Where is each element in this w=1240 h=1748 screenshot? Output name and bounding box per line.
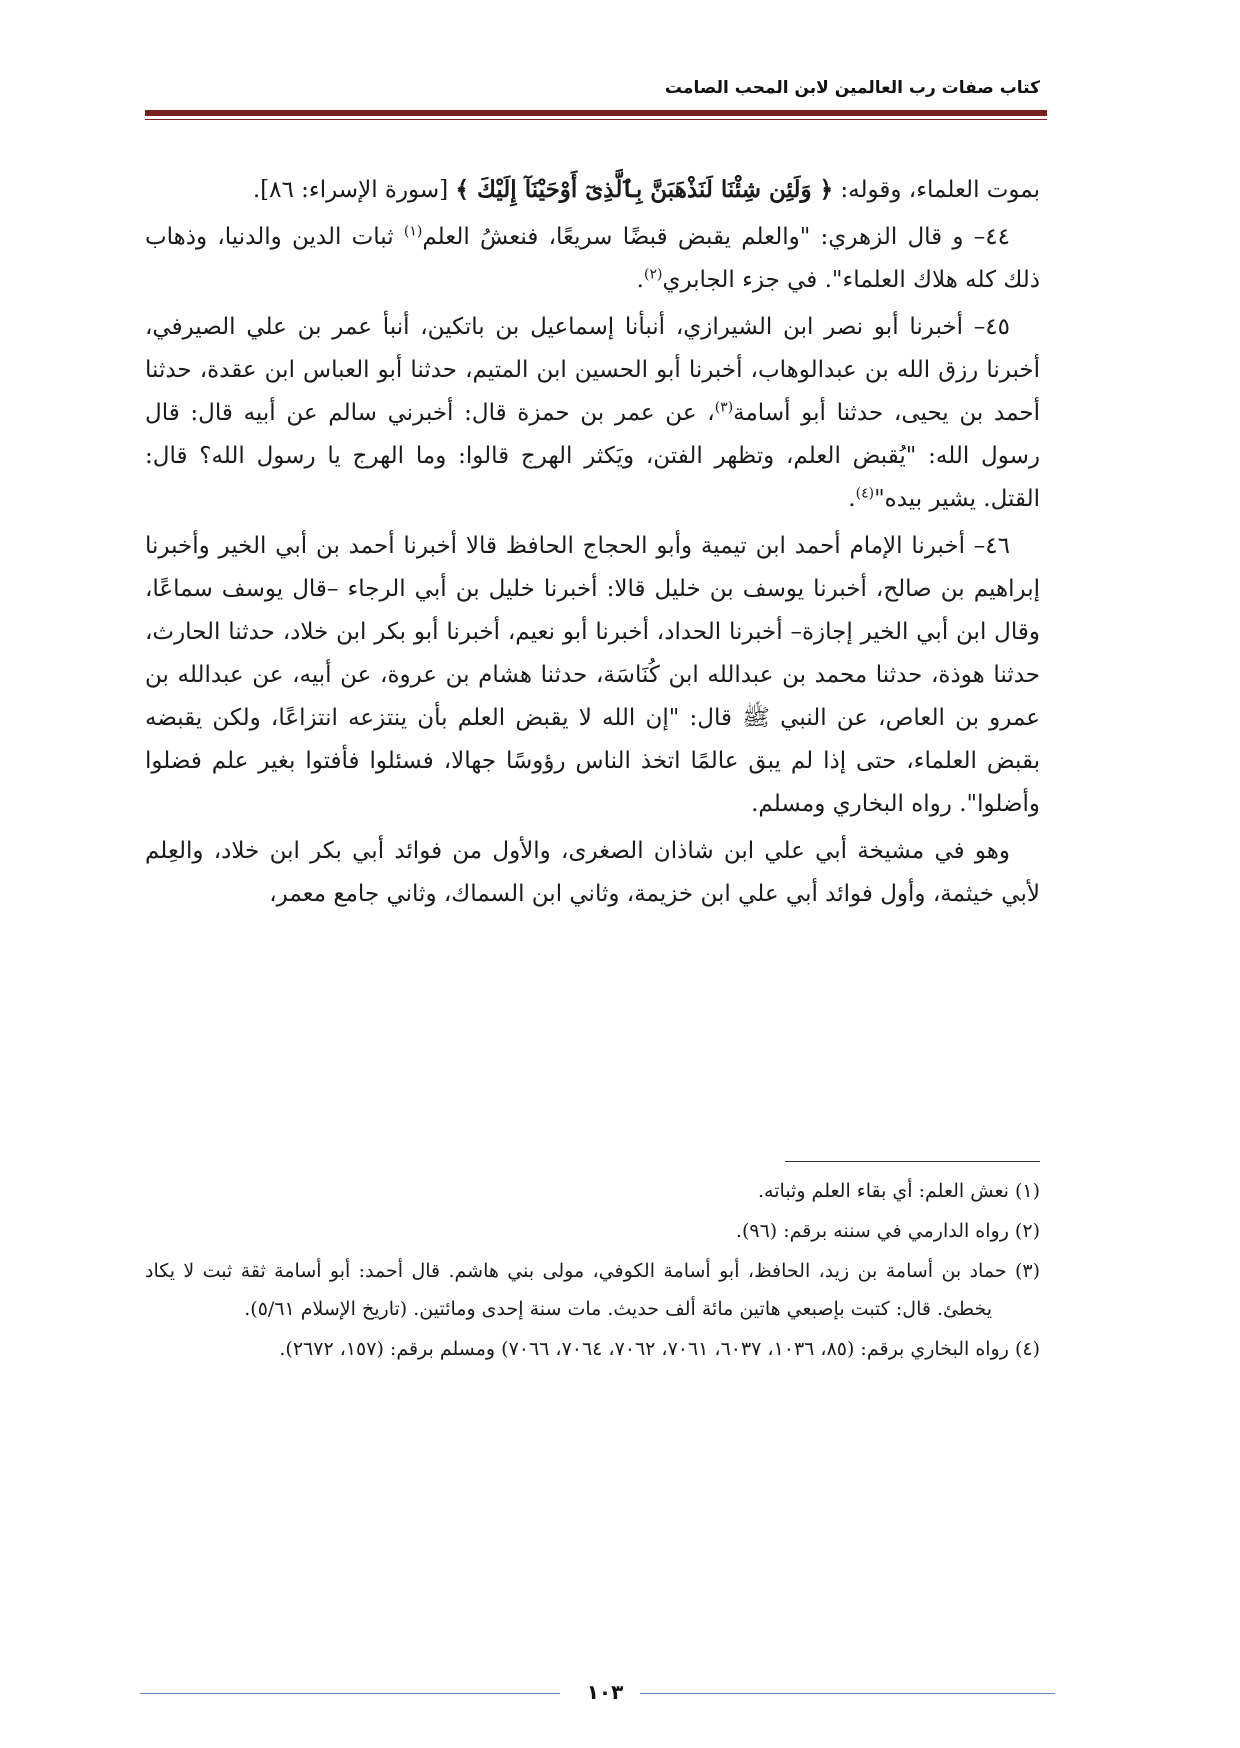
footnote-ref[interactable]: (٣): [714, 399, 734, 416]
text-run: ٤٤– و قال الزهري: "والعلم يقبض قبضًا سريعًا، فنعشُ العلم: [422, 224, 1010, 250]
footnote-1: (١) نعش العلم: أي بقاء العلم وثباته.: [758, 1180, 1040, 1202]
paragraph-sources: وهو في مشيخة أبي علي ابن شاذان الصغرى، والأول من فوائد أبي بكر ابن خلاد، والعِلم لأبي خيثمة، وأول فوائد أبي علي ابن خزيمة، وثاني ابن السماك، وثاني جامع معمر،: [145, 838, 1040, 907]
footnote-ref[interactable]: (١): [403, 223, 423, 240]
text-run: ٤٥– أخبرنا أبو نصر ابن الشيرازي، أنبأنا إسماعيل بن باتكين، أنبأ عمر بن علي الصيرفي، أخبرنا رزق الله بن عبدالوهاب، أخبرنا أبو الحسين ابن المتيم، حدثنا أبو العباس ابن عقدة، حدثنا أحمد بن يحيى، حدثنا أبو أسامة: [145, 314, 1041, 426]
header-divider: [145, 110, 1047, 116]
footnote-separator: [785, 1161, 1040, 1162]
main-text: [145, 168, 1040, 920]
paragraph-45: [145, 306, 1040, 521]
text-run: .: [848, 486, 856, 512]
text-run: بموت العلماء، وقوله:: [833, 177, 1040, 203]
text-run: ، عن عمر بن حمزة قال: أخبرني سالم عن أبيه قال: قال رسول الله: "يُقبض العلم، وتظهر الفتن، ويَكثر الهرج قالوا: وما الهرج يا رسول الله؟ قال: القتل. يشير بيده": [145, 400, 1040, 512]
quran-verse: ﴿ وَلَئِن شِئْنَا لَنَذْهَبَنَّ بِٱلَّذِىٓ أَوْحَيْنَآ إِلَيْكَ ﴾: [455, 176, 834, 203]
footnote-4: (٤) رواه البخاري برقم: (٨٥، ١٠٣٦، ٦٠٣٧، ٧٠٦١، ٧٠٦٢، ٧٠٦٤، ٧٠٦٦) ومسلم برقم: (١٥٧، ٢٦٧٢).: [279, 1338, 1040, 1360]
text-run: .: [636, 267, 644, 293]
footnote-ref[interactable]: (٢): [643, 266, 663, 283]
header-divider-thin: [145, 119, 1047, 120]
footer-divider-left: [140, 1693, 560, 1694]
page-number: ١٠٣: [586, 1680, 624, 1704]
footnotes: [145, 1172, 1040, 1370]
paragraph-44: [145, 216, 1040, 302]
footer-divider-right: [640, 1693, 1055, 1694]
paragraph-continuation: [145, 168, 1040, 212]
footnote-2: (٢) رواه الدارمي في سننه برقم: (٩٦).: [735, 1220, 1040, 1242]
text-run: [سورة الإسراء: ٨٦].: [252, 177, 456, 203]
text-run: ثبات الدين والدنيا، وذهاب ذلك كله هلاك العلماء". في جزء الجابري: [145, 224, 1040, 293]
footnote-3: (٣) حماد بن أسامة بن زيد، الحافظ، أبو أسامة الكوفي، مولى بني هاشم. قال أحمد: أبو أسامة ثقة ثبت لا يكاد يخطئ. قال: كتبت بإصبعي هاتين مائة ألف حديث. مات سنة إحدى ومائتين. (تاريخ الإسلام ٥/٦١).: [145, 1260, 1040, 1320]
paragraph-46: ٤٦– أخبرنا الإمام أحمد ابن تيمية وأبو الحجاج الحافظ قالا أخبرنا أحمد بن أبي الخير وأخبرنا إبراهيم بن صالح، أخبرنا يوسف بن خليل قالا: أخبرنا خليل بن أبي الرجاء –قال يوسف سماعًا، وقال ابن أبي الخير إجازة– أخبرنا الحداد، أخبرنا أبو نعيم، أخبرنا أبو بكر ابن خلاد، حدثنا الحارث، حدثنا هوذة، حدثنا محمد بن عبدالله ابن كُنَاسَة، حدثنا هشام بن عروة، عن أبيه، عن عبدالله بن عمرو بن العاص، عن النبي ﷺ قال: "إن الله لا يقبض العلم بأن ينتزعه انتزاعًا، ولكن يقبضه بقبض العلماء، حتى إذا لم يبق عالمًا اتخذ الناس رؤوسًا جهالا، فسئلوا فأفتوا بغير علم فضلوا وأضلوا". رواه البخاري ومسلم.: [145, 533, 1040, 817]
footnote-ref[interactable]: (٤): [855, 485, 875, 502]
book-title: كتاب صفات رب العالمين لابن المحب الصامت: [664, 78, 1040, 98]
